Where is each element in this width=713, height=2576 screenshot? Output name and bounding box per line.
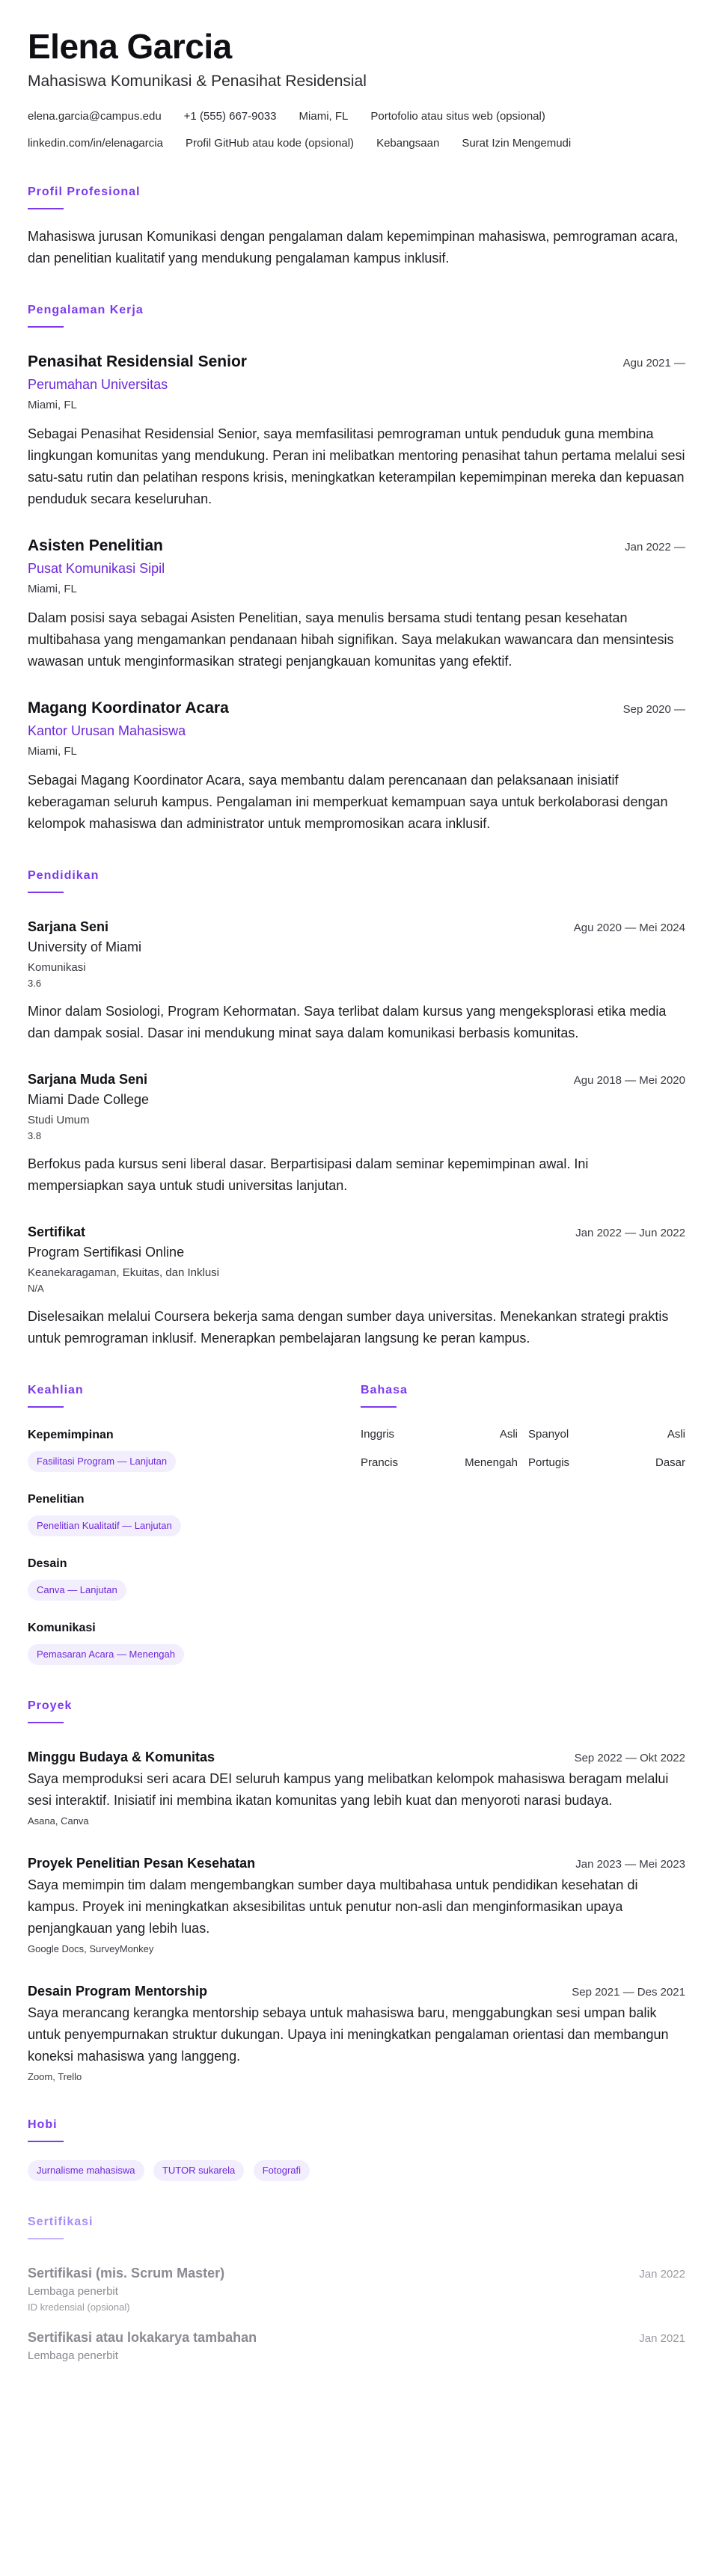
experience-entry (28, 352, 685, 510)
candidate-headline: Mahasiswa Komunikasi & Penasihat Residensial (28, 73, 367, 90)
certification-issuer: Lembaga penerbit (28, 2349, 118, 2362)
skill-group (28, 1427, 361, 1472)
section-divider (28, 1722, 64, 1723)
job-organization: Perumahan Universitas (28, 377, 168, 392)
project-entry (28, 1853, 685, 1956)
projects-section (28, 1698, 685, 2084)
contact-github[interactable]: Profil GitHub atau kode (opsional) (185, 137, 355, 150)
contact-linkedin[interactable]: linkedin.com/in/elenagarcia (28, 137, 163, 150)
skill-chip: Pemasaran Acara — Menengah (28, 1644, 184, 1665)
school-name: Miami Dade College (28, 1092, 150, 1107)
language-name: Portugis (528, 1456, 570, 1469)
skill-category: Desain (28, 1557, 67, 1570)
contact-nationality: Kebangsaan (376, 137, 440, 150)
section-title: Proyek (28, 1699, 73, 1712)
experience-section (28, 302, 685, 835)
project-name: Minggu Budaya & Komunitas (28, 1749, 215, 1764)
skill-chip: Canva — Lanjutan (28, 1580, 126, 1601)
section-title: Sertifikasi (28, 2215, 94, 2228)
contact-list (28, 109, 685, 151)
job-date: Agu 2021 — (622, 357, 685, 369)
section-divider (28, 2141, 64, 2142)
field-of-study: Komunikasi (28, 961, 86, 974)
project-name: Proyek Penelitian Pesan Kesehatan (28, 1856, 256, 1871)
certification-date: Jan 2021 (639, 2332, 685, 2345)
project-description: Saya merancang kerangka mentorship sebaya untuk mahasiswa baru, menggabungkan sesi umpan balik untuk penyempurnakan struktur dukungan. Upaya ini meningkatkan pengalaman orientasi dan membangun koneksi mahasiswa yang langgeng. (28, 2005, 669, 2064)
project-entry (28, 1747, 685, 1828)
certification-name: Sertifikasi atau lokakarya tambahan (28, 2330, 257, 2345)
resume-header (28, 25, 685, 151)
skill-group (28, 1556, 361, 1601)
skill-chip: Penelitian Kualitatif — Lanjutan (28, 1515, 181, 1536)
project-tools: Asana, Canva (28, 1815, 89, 1827)
skill-group (28, 1491, 361, 1536)
language-level: Asli (667, 1428, 685, 1441)
section-divider (28, 2238, 64, 2239)
job-organization: Kantor Urusan Mahasiswa (28, 723, 186, 738)
project-date: Jan 2023 — Mei 2023 (575, 1858, 685, 1871)
experience-entry (28, 698, 685, 835)
education-entry (28, 1070, 685, 1197)
skills-section (28, 1382, 361, 1665)
project-tools: Zoom, Trello (28, 2071, 82, 2082)
section-title: Pengalaman Kerja (28, 304, 144, 316)
gpa: N/A (28, 1283, 44, 1294)
language-item (528, 1456, 685, 1471)
language-level: Dasar (655, 1456, 685, 1469)
language-item (361, 1427, 518, 1442)
job-description: Sebagai Magang Koordinator Acara, saya membantu dalam perencanaan dan pelaksanaan inisiatif keberagaman seluruh kampus. Pengalaman ini memperkuat kemampuan saya untuk berkolaborasi dengan kelompok mahasiswa dan administrator untuk mempromosikan acara inklusif. (28, 773, 668, 831)
language-name: Inggris (361, 1428, 395, 1441)
section-title: Keahlian (28, 1384, 84, 1396)
section-title: Profil Profesional (28, 185, 141, 198)
candidate-name: Elena Garcia (28, 27, 232, 66)
skill-chip: Fasilitasi Program — Lanjutan (28, 1451, 176, 1472)
project-entry (28, 1981, 685, 2084)
certification-credential: ID kredensial (opsional) (28, 2301, 130, 2313)
school-name: University of Miami (28, 939, 142, 954)
education-section (28, 868, 685, 1349)
project-name: Desain Program Mentorship (28, 1984, 208, 1999)
certification-issuer: Lembaga penerbit (28, 2285, 118, 2298)
education-date: Jan 2022 — Jun 2022 (575, 1227, 685, 1239)
section-divider (28, 208, 64, 209)
certifications-section (28, 2214, 685, 2364)
contact-email[interactable]: elena.garcia@campus.edu (28, 110, 162, 123)
project-description: Saya memproduksi seri acara DEI seluruh kampus yang melibatkan kelompok mahasiswa beragam melalui sesi interaktif. Inisiatif ini membina ikatan komunitas yang lebih kuat dan menyoroti narasi budaya. (28, 1771, 669, 1808)
education-description: Minor dalam Sosiologi, Program Kehormatan. Saya terlibat dalam kursus yang mengeksplorasi etika media dan dampak sosial. Dasar ini mendukung minat saya dalam komunikasi berbasis komunitas. (28, 1004, 667, 1040)
job-title: Asisten Penelitian (28, 537, 163, 554)
language-list (361, 1427, 685, 1471)
field-of-study: Keanekaragaman, Ekuitas, dan Inklusi (28, 1266, 219, 1279)
certification-entry (28, 2328, 685, 2364)
languages-section (361, 1382, 685, 1665)
degree-title: Sarjana Muda Seni (28, 1072, 148, 1087)
job-description: Dalam posisi saya sebagai Asisten Penelitian, saya menulis bersama studi tentang pesan kesehatan multibahasa yang mengamankan pendanaan hibah signifikan. Saya melakukan wawancara dan mensintesis wawasan untuk menginformasikan strategi penjangkauan komunitas yang efektif. (28, 610, 674, 669)
hobby-chip: Jurnalisme mahasiswa (28, 2160, 144, 2181)
job-date: Sep 2020 — (622, 703, 685, 716)
skill-category: Kepemimpinan (28, 1429, 114, 1441)
summary-text: Mahasiswa jurusan Komunikasi dengan pengalaman dalam kepemimpinan mahasiswa, pemrograman acara, dan penelitian kualitatif yang mendukung pengalaman kampus inklusif. (28, 229, 679, 266)
gpa: 3.6 (28, 978, 42, 989)
language-item (361, 1456, 518, 1471)
skill-category: Komunikasi (28, 1622, 96, 1634)
hobby-chip: TUTOR sukarela (153, 2160, 244, 2181)
project-tools: Google Docs, SurveyMonkey (28, 1943, 154, 1954)
contact-portfolio[interactable]: Portofolio atau situs web (opsional) (370, 110, 545, 123)
language-level: Asli (499, 1428, 518, 1441)
experience-entry (28, 536, 685, 672)
job-description: Sebagai Penasihat Residensial Senior, saya memfasilitasi pemrograman untuk penduduk guna membina lingkungan komunitas yang mendukung. Peran ini melibatkan mentoring penasihat tahun pertama melalui sesi satu-satu rutin dan pelatihan respons krisis, meningkatkan keterampilan kepemimpinan mereka dan kepuasan penduduk secara keseluruhan. (28, 426, 685, 506)
education-date: Agu 2020 — Mei 2024 (573, 921, 685, 934)
section-title: Bahasa (361, 1384, 408, 1396)
job-date: Jan 2022 — (625, 541, 685, 553)
project-date: Sep 2022 — Okt 2022 (574, 1752, 685, 1764)
education-date: Agu 2018 — Mei 2020 (573, 1074, 685, 1087)
job-title: Penasihat Residensial Senior (28, 353, 247, 370)
school-name: Program Sertifikasi Online (28, 1245, 185, 1260)
language-level: Menengah (465, 1456, 518, 1469)
language-name: Prancis (361, 1456, 399, 1469)
hobbies-section (28, 2117, 685, 2181)
contact-phone[interactable]: +1 (555) 667-9033 (183, 110, 277, 123)
skill-group (28, 1620, 361, 1665)
hobby-chip: Fotografi (254, 2160, 310, 2181)
section-divider (28, 1406, 64, 1408)
gpa: 3.8 (28, 1130, 42, 1141)
section-divider (361, 1406, 397, 1408)
education-description: Berfokus pada kursus seni liberal dasar. Berpartisipasi dalam seminar kepemimpinan awal. Ini mempersiapkan saya untuk studi universitas lanjutan. (28, 1156, 589, 1193)
job-organization: Pusat Komunikasi Sipil (28, 561, 165, 576)
job-location: Miami, FL (28, 583, 77, 595)
project-date: Sep 2021 — Des 2021 (572, 1986, 685, 1999)
hobby-list (28, 2153, 685, 2181)
certification-name: Sertifikasi (mis. Scrum Master) (28, 2266, 225, 2281)
section-divider (28, 892, 64, 893)
education-entry (28, 1222, 685, 1349)
contact-drivers-license: Surat Izin Mengemudi (462, 137, 572, 150)
degree-title: Sertifikat (28, 1224, 86, 1239)
summary-section (28, 184, 685, 269)
contact-location: Miami, FL (299, 110, 349, 123)
certification-entry (28, 2263, 685, 2314)
skills-languages-row (28, 1382, 685, 1665)
certification-date: Jan 2022 (639, 2268, 685, 2281)
section-title: Hobi (28, 2118, 58, 2131)
education-description: Diselesaikan melalui Coursera bekerja sama dengan sumber daya universitas. Menekankan strategi praktis untuk pemrograman inklusif. Menerapkan pembelajaran langsung ke peran kampus. (28, 1309, 669, 1346)
language-item (528, 1427, 685, 1442)
job-location: Miami, FL (28, 399, 77, 411)
job-location: Miami, FL (28, 745, 77, 758)
degree-title: Sarjana Seni (28, 919, 109, 934)
project-description: Saya memimpin tim dalam mengembangkan sumber daya multibahasa untuk pendidikan kesehatan di kampus. Proyek ini meningkatkan aksesibilitas untuk penutur non-asli dan menginformasikan upaya penjangkauan yang lebih luas. (28, 1877, 638, 1936)
section-divider (28, 326, 64, 328)
education-entry (28, 917, 685, 1044)
skill-category: Penelitian (28, 1493, 85, 1506)
section-title: Pendidikan (28, 869, 100, 882)
language-name: Spanyol (528, 1428, 569, 1441)
job-title: Magang Koordinator Acara (28, 699, 229, 717)
field-of-study: Studi Umum (28, 1114, 90, 1126)
